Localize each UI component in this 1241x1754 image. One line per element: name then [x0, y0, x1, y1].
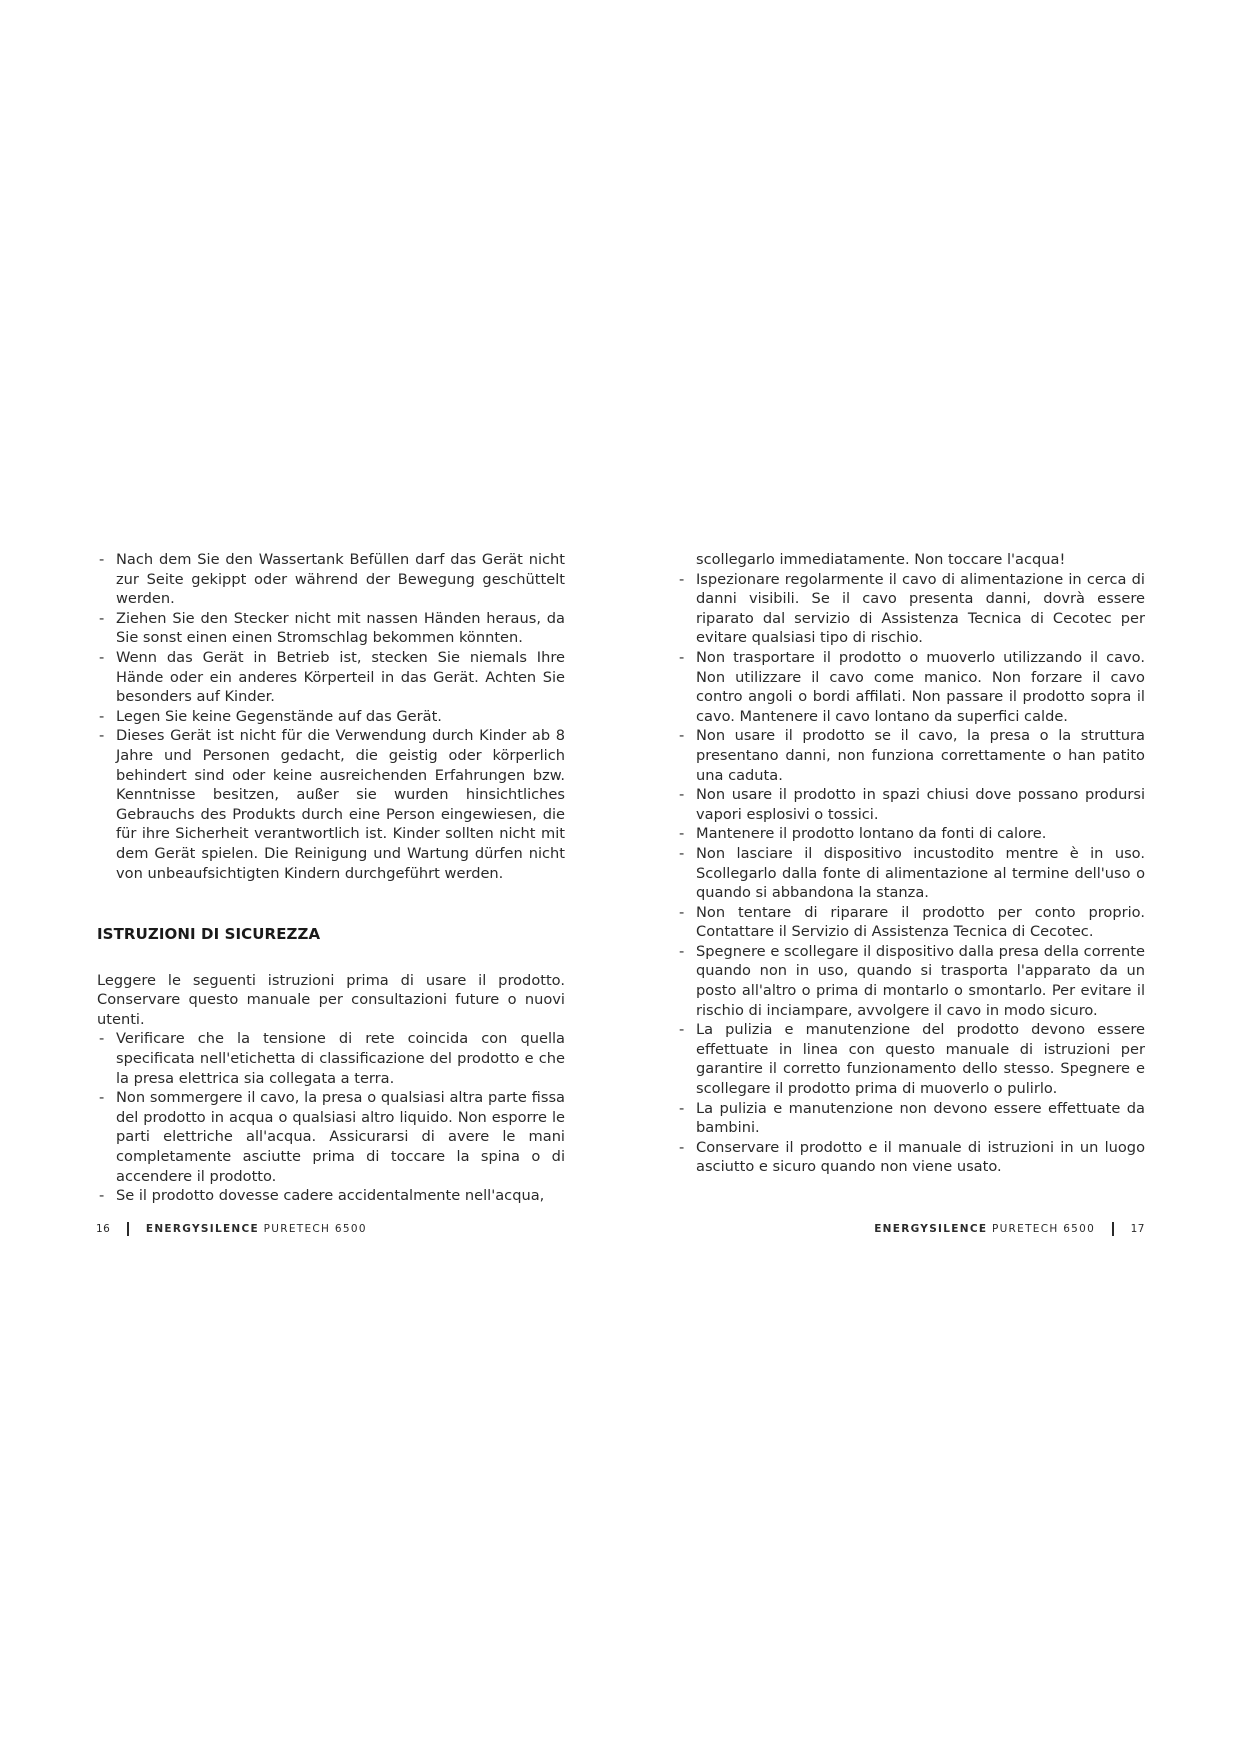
list-item: - La pulizia e manutenzione del prodotto devono essere effettuate in linea con questo manuale di istruzioni per garantire il corretto funzionamento dello stesso. Spegnere e scollegare il prodotto prima di muoverlo o pulirlo. — [677, 1020, 1145, 1098]
model-name: PURETECH 6500 — [263, 1223, 367, 1235]
list-item: - Dieses Gerät ist nicht für die Verwendung durch Kinder ab 8 Jahre und Personen gedacht, die geistig oder körperlich behindert sind oder keine ausreichenden Erfahrungen bzw. Kenntnisse besitzen, außer sie wurden hinsichtliches Gebrauchs des Produkts durch eine Person eingewiesen, die für ihre Sicherheit verantwortlich ist. Kinder sollten nicht mit dem Gerät spielen. Die Reinigung und Wartung dürfen nicht von unbeaufsichtigten Kindern durchgeführt werden. — [97, 726, 565, 883]
german-safety-list — [97, 550, 565, 883]
italian-safety-list-continued — [677, 570, 1145, 1177]
list-item: - Non lasciare il dispositivo incustodito mentre è in uso. Scollegarlo dalla fonte di alimentazione al termine dell'uso o quando si abbandona la stanza. — [677, 844, 1145, 903]
continued-list-item: scollegarlo immediatamente. Non toccare l'acqua! — [696, 551, 1066, 568]
list-item: - Legen Sie keine Gegenstände auf das Gerät. — [97, 707, 565, 727]
right-page-column — [677, 550, 1145, 1177]
section-heading: ISTRUZIONI DI SICUREZZA — [97, 925, 321, 944]
model-name: PURETECH 6500 — [991, 1223, 1096, 1235]
list-item: - Non trasportare il prodotto o muoverlo utilizzando il cavo. Non utilizzare il cavo come manico. Non forzare il cavo contro angoli o bordi affilati. Non passare il prodotto sopra il cavo. Mantenere il cavo lontano da superfici calde. — [677, 648, 1145, 726]
list-item: - Non usare il prodotto se il cavo, la presa o la struttura presentano danni, non funziona correttamente o han patito una caduta. — [677, 726, 1145, 785]
intro-paragraph: Leggere le seguenti istruzioni prima di usare il prodotto. Conservare questo manuale per consultazioni future o nuovi utenti. — [97, 971, 565, 1028]
list-item: - Spegnere e scollegare il dispositivo dalla presa della corrente quando non in uso, quando si trasporta l'apparato da un posto all'altro o prima di montarlo o smontarlo. Per evitare il rischio di inciampare, avvolgere il cavo in modo sicuro. — [677, 942, 1145, 1020]
list-item: - Ispezionare regolarmente il cavo di alimentazione in cerca di danni visibili. Se il cavo presenta danni, dovrà essere riparato dal servizio di Assistenza Tecnica di Cecotec per evitare qualsiasi tipo di rischio. — [677, 570, 1145, 648]
italian-safety-list — [97, 1029, 565, 1205]
list-item: - La pulizia e manutenzione non devono essere effettuate da bambini. — [677, 1099, 1145, 1138]
left-page-footer — [96, 1222, 367, 1236]
list-item: - Conservare il prodotto e il manuale di istruzioni in un luogo asciutto e sicuro quando non viene usato. — [677, 1138, 1145, 1177]
list-item: - Non tentare di riparare il prodotto per conto proprio. Contattare il Servizio di Assistenza Tecnica di Cecotec. — [677, 903, 1145, 942]
list-item: - Se il prodotto dovesse cadere accidentalmente nell'acqua, — [97, 1186, 565, 1206]
page-number: 16 — [96, 1223, 111, 1235]
list-item: - Ziehen Sie den Stecker nicht mit nassen Händen heraus, da Sie sonst einen einen Stromschlag bekommen könnten. — [97, 609, 565, 648]
left-page-column — [97, 550, 565, 1206]
page-number: 17 — [1130, 1223, 1145, 1235]
footer-divider — [1112, 1222, 1114, 1236]
brand-name: ENERGYSILENCE — [145, 1223, 259, 1235]
list-item: - Mantenere il prodotto lontano da fonti di calore. — [677, 824, 1145, 844]
brand-name: ENERGYSILENCE — [874, 1223, 988, 1235]
footer-divider — [127, 1222, 129, 1236]
list-item: - Wenn das Gerät in Betrieb ist, stecken Sie niemals Ihre Hände oder ein anderes Körperteil in das Gerät. Achten Sie besonders auf Kinder. — [97, 648, 565, 707]
list-item: - Nach dem Sie den Wassertank Befüllen darf das Gerät nicht zur Seite gekippt oder während der Bewegung geschüttelt werden. — [97, 550, 565, 609]
list-item: - Non usare il prodotto in spazi chiusi dove possano prodursi vapori esplosivi o tossici. — [677, 785, 1145, 824]
list-item: - Verificare che la tensione di rete coincida con quella specificata nell'etichetta di classificazione del prodotto e che la presa elettrica sia collegata a terra. — [97, 1029, 565, 1088]
list-item: - Non sommergere il cavo, la presa o qualsiasi altra parte fissa del prodotto in acqua o qualsiasi altro liquido. Non esporre le parti elettriche all'acqua. Assicurarsi di avere le mani completamente asciutte prima di toccare la spina o di accendere il prodotto. — [97, 1088, 565, 1186]
right-page-footer — [874, 1222, 1145, 1236]
